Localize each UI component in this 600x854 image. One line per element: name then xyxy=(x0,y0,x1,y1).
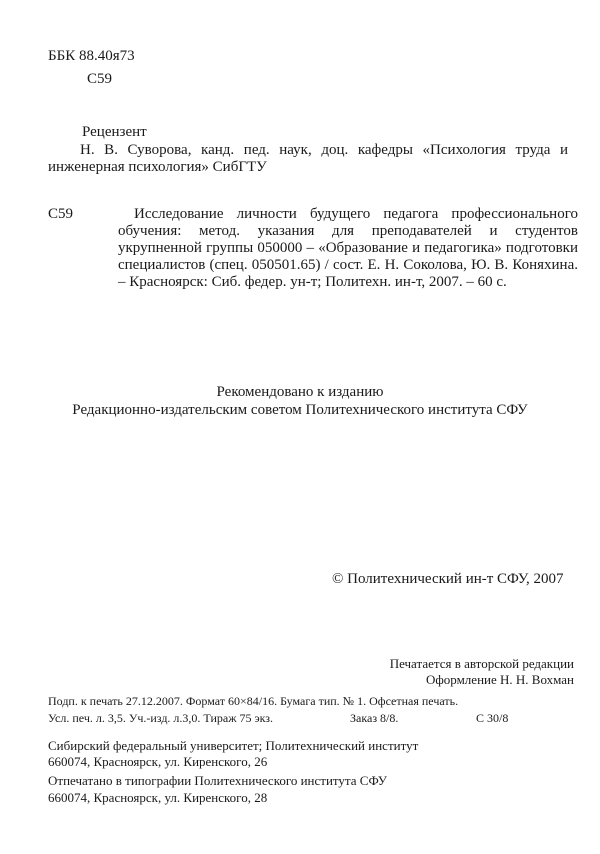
print-note-edition: Печатается в авторской редакции xyxy=(389,656,574,671)
copyright-notice xyxy=(332,571,563,588)
printing-house-address: 660074, Красноярск, ул. Киренского, 28 xyxy=(48,790,268,805)
copyright-text: Политехнический ин-т СФУ, 2007 xyxy=(347,571,564,587)
reviewer-heading: Рецензент xyxy=(82,124,147,140)
imprint-order: Заказ 8/8. xyxy=(350,711,399,725)
reviewer-text: Н. В. Суворова, канд. пед. наук, доц. кафедры «Психология труда и инженерная психология» СибГТУ xyxy=(48,142,568,175)
recommendation-line-1: Рекомендовано к изданию xyxy=(216,384,384,400)
print-note-design: Оформление Н. Н. Вохман xyxy=(425,672,574,687)
publisher-address: 660074, Красноярск, ул. Киренского, 26 xyxy=(48,754,268,769)
copyright-sign: © xyxy=(332,571,344,587)
recommendation-line-2: Редакционно-издательским советом Политехнического института СФУ xyxy=(72,402,528,418)
printing-house-name: Отпечатано в типографии Политехнического института СФУ xyxy=(48,773,387,788)
imprint-code: С 30/8 xyxy=(476,711,509,725)
publisher-name: Сибирский федеральный университет; Политехнический институт xyxy=(48,738,419,753)
bbk-classification: ББК 88.40я73 xyxy=(48,48,135,64)
imprint-line-1: Подп. к печать 27.12.2007. Формат 60×84/16. Бумага тип. № 1. Офсетная печать. xyxy=(48,694,459,708)
entry-author-sign: С59 xyxy=(48,206,74,222)
imprint-print-sheets: Усл. печ. л. 3,5. Уч.-изд. л.3,0. Тираж 75 экз. xyxy=(48,711,274,725)
author-sign: С59 xyxy=(87,71,113,87)
bibliographic-entry-text: Исследование личности будущего педагога профессионального обучения: метод. указания для преподавателей и студентов укрупненной группы 050000 – «Образование и педагогика» подготовки специалистов (спец. 050501.65) / сост. Е. Н. Соколова, Ю. В. Коняхина. – Красноярск: Сиб. федер. ун-т; Политехн. ин-т, 2007. – 60 с. xyxy=(118,206,578,290)
